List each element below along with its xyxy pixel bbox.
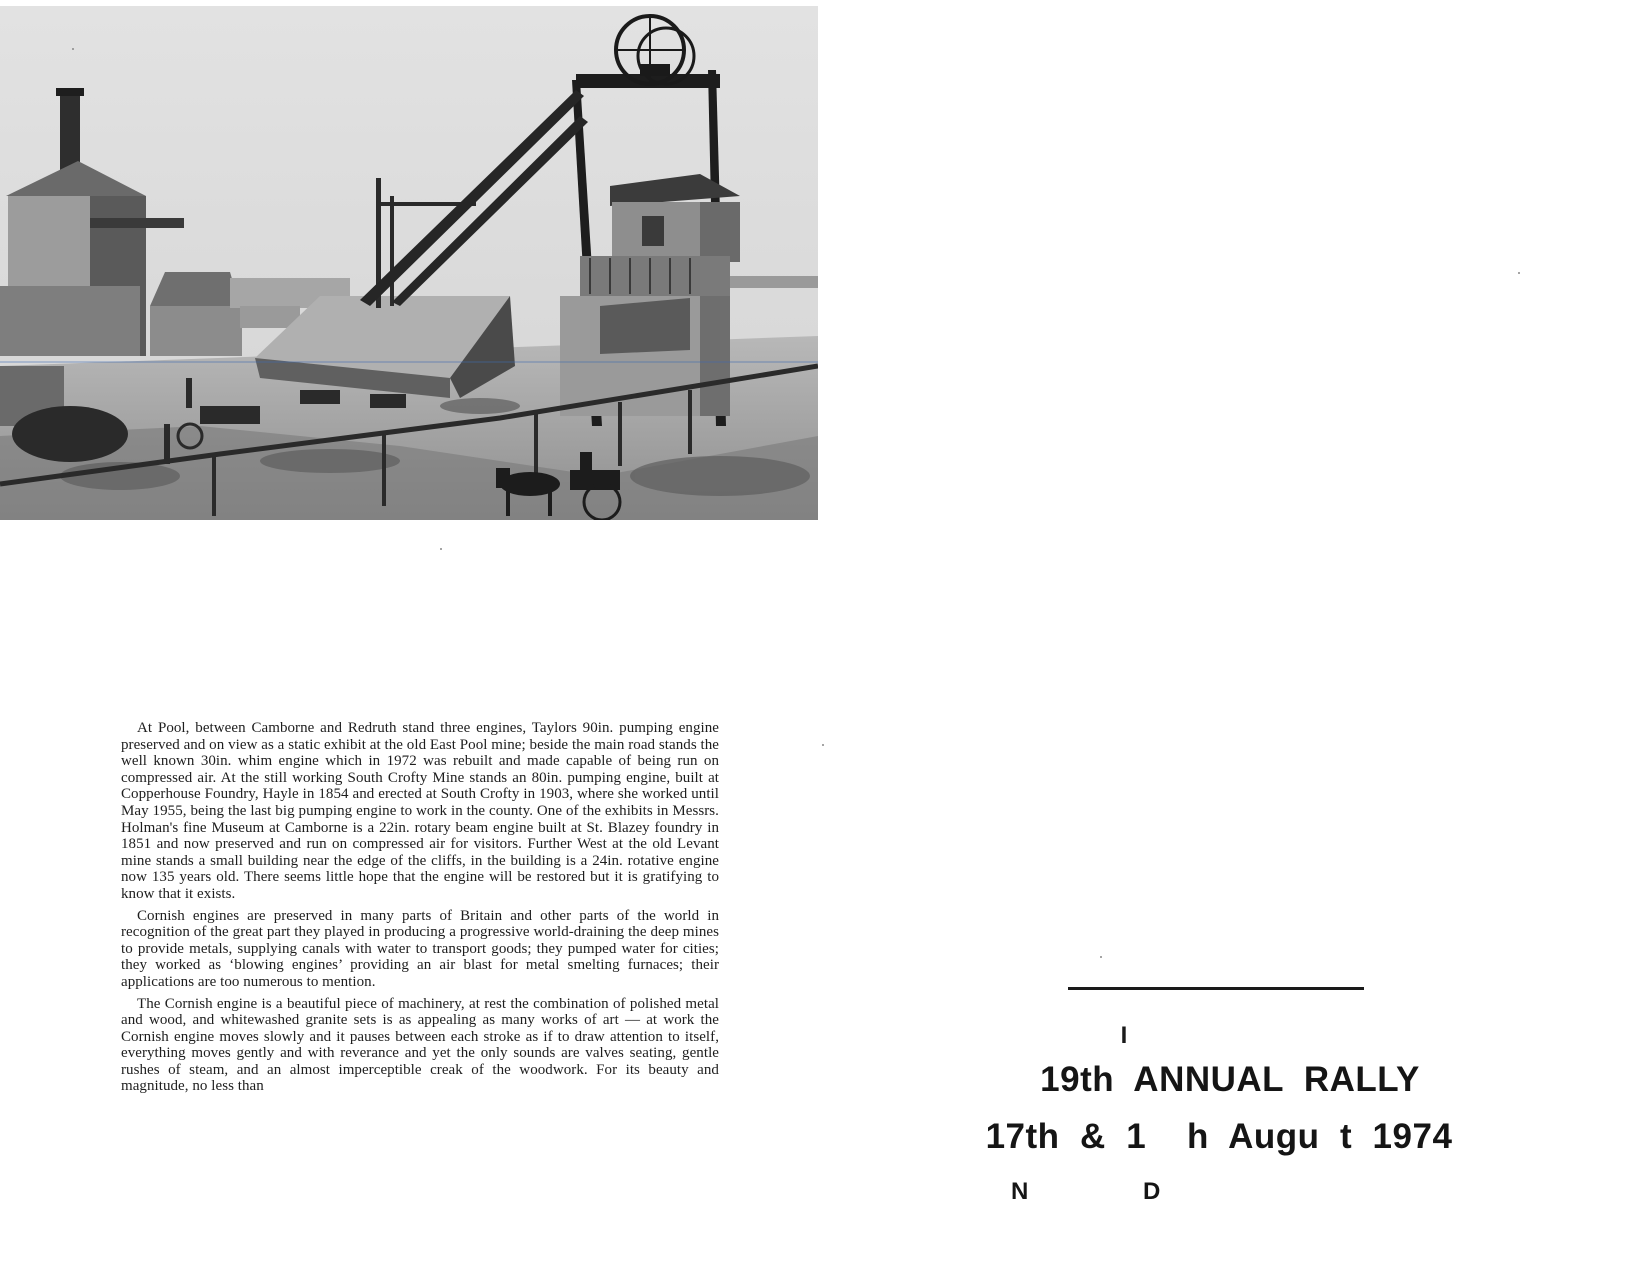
scan-speck [1100,956,1102,958]
paragraph-engines-preserved: Cornish engines are preserved in many parts of Britain and other parts of the world in recognition of the great part they played in producing a progressive world-draining the deep mines to provide metals, supplying canals with water to transport goods; they pumped water for cities; they worked as ‘blowing engines’ providing an air blast for metal smelting furnaces; their applications are too numerous to mention. [121,907,719,990]
page-mark: I [1120,1022,1128,1049]
paragraph-engines-at-pool: At Pool, between Camborne and Redruth stand three engines, Taylors 90in. pumping engine preserved and on view as a static exhibit at the old East Pool mine; beside the main road stands the well known 30in. whim engine which in 1972 was rebuilt and made capable of being run on compressed air. At the still working South Crofty Mine stands an 80in. pumping engine, built at Copperhouse Foundry, Hayle in 1854 and erected at South Crofty in 1903, where she worked until May 1955, being the last big pumping engine to work in the county. One of the exhibits in Messrs. Holman's fine Museum at Camborne is a 22in. rotary beam engine built at St. Blazey foundry in 1851 and now preserved and run on compressed air for visitors. Further West at the old Levant mine stands a small building near the edge of the cliffs, in the building is a 24in. rotative engine now 135 years old. There seems little hope that the engine will be restored but it is gratifying to know that it exists. [121,720,719,902]
scan-speck [1518,272,1520,274]
scan-speck [822,744,824,746]
paragraph-cornish-engine-beauty: The Cornish engine is a beautiful piece of machinery, at rest the combination of polished metal and wood, and whitewashed granite sets is as appealing as many works of art — at work the Cornish engine moves slowly and it pauses between each stroke as if to draw attention to itself, everything moves gently and with reverance and yet the only sounds are valves seating, gentle rushes of steam, and an almost imperceptible creak of the woodwork. For its beauty and magnitude, no less than [121,995,719,1095]
scan-speck [440,548,442,550]
horizontal-rule [1068,987,1364,990]
rally-subline-right: D [1143,1178,1161,1205]
scan-speck [72,48,74,50]
mine-engine-house-photo [0,6,818,520]
rally-dates: 17th & 1 h Augu t 1974 [985,1117,1453,1156]
mine-photograph [0,6,818,520]
article-body [121,720,719,1100]
rally-title: 19th ANNUAL RALLY [1040,1060,1420,1099]
rally-subline-left: N [1011,1178,1029,1205]
